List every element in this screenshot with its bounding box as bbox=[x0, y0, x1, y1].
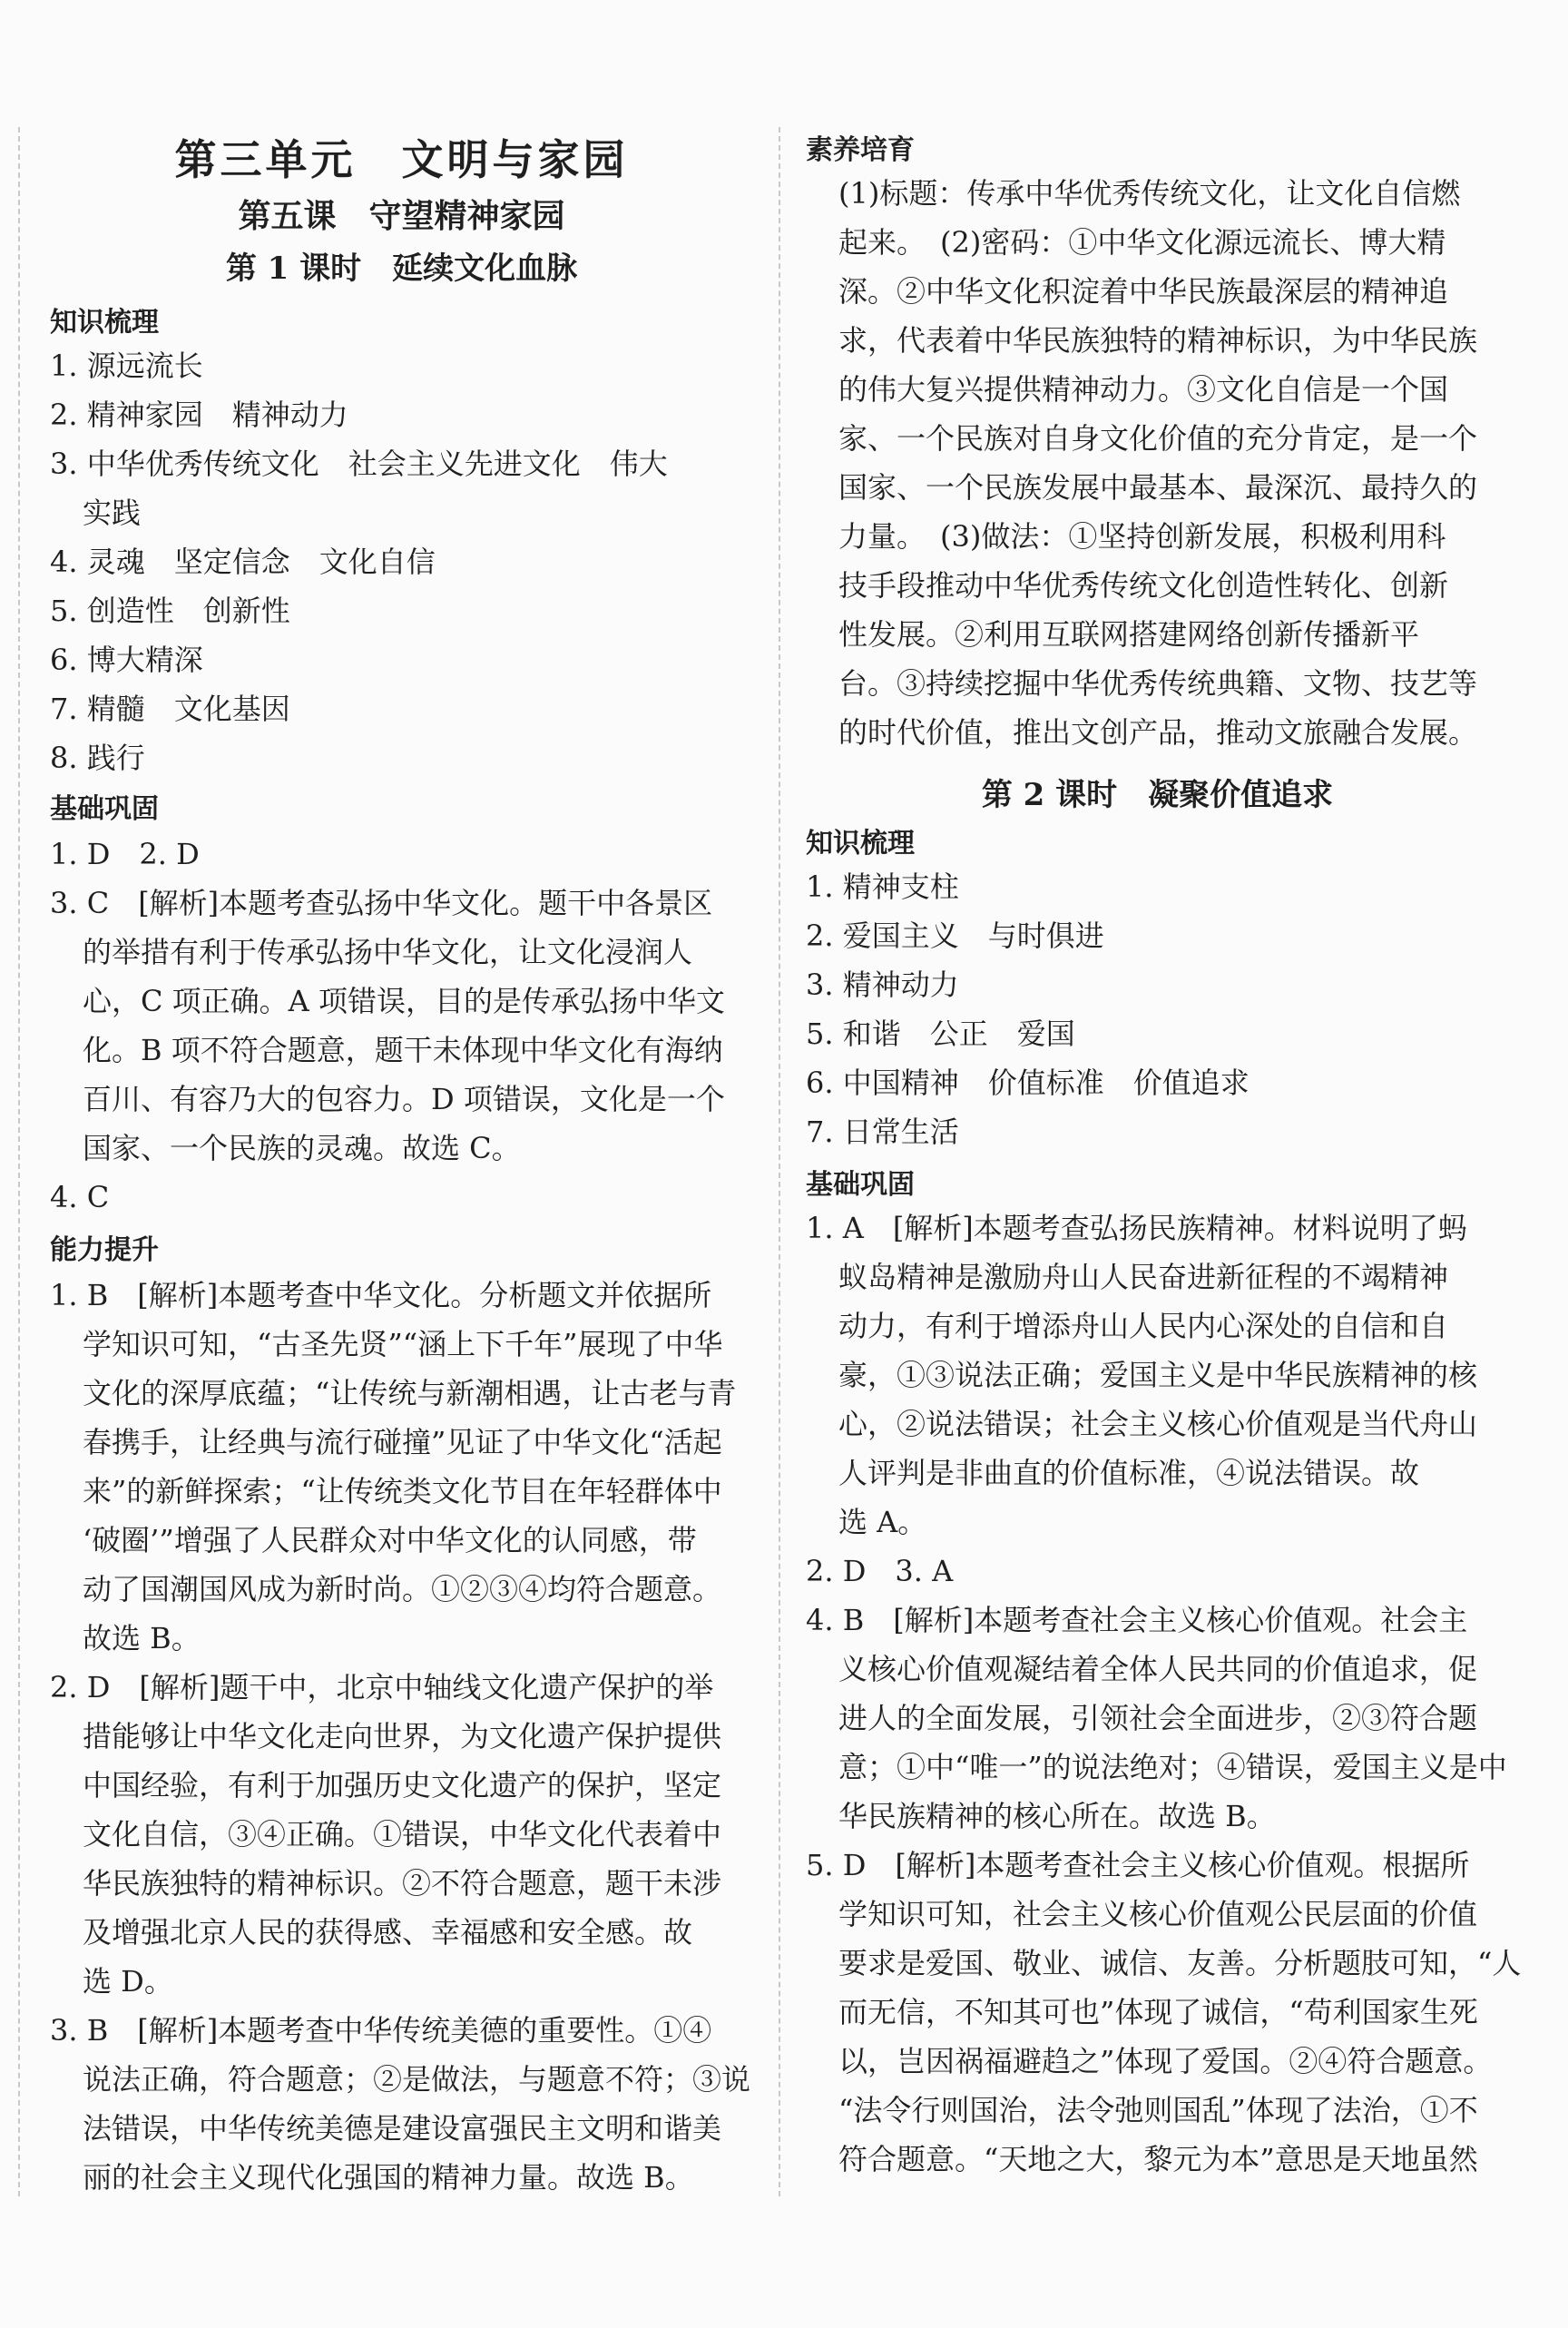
text-line: 心，C 项正确。A 项错误，目的是传承弘扬中华文 bbox=[83, 984, 725, 1018]
literacy-answer bbox=[806, 169, 1509, 757]
text-line: 及增强北京人民的获得感、幸福感和安全感。故 bbox=[83, 1915, 693, 1950]
text-line: 7. 精髓 文化基因 bbox=[50, 692, 290, 726]
heading-basic-2: 基础巩固 bbox=[806, 1169, 915, 1201]
text-line: 的举措有利于传承弘扬中华文化，让文化浸润人 bbox=[83, 935, 693, 969]
text-line: 3. 中华优秀传统文化 社会主义先进文化 伟大 bbox=[50, 447, 668, 481]
text-line: 意；①中“唯一”的说法绝对；④错误，爱国主义是中 bbox=[838, 1750, 1507, 1784]
ability-list bbox=[50, 1271, 753, 2202]
text-line: 学知识可知，社会主义核心价值观公民层面的价值 bbox=[838, 1897, 1478, 1931]
heading-knowledge: 知识梳理 bbox=[50, 307, 159, 339]
text-line: “法令行则国治，法令弛则国乱”体现了法治，①不 bbox=[838, 2093, 1478, 2127]
text-line: 进人的全面发展，引领社会全面进步，②③符合题 bbox=[838, 1701, 1478, 1735]
knowledge-list bbox=[50, 341, 753, 782]
text-line: 中国经验，有利于加强历史文化遗产的保护，坚定 bbox=[83, 1768, 722, 1802]
basic-list bbox=[50, 830, 753, 1222]
text-line: 1. B [解析]本题考查中华文化。分析题文并依据所 bbox=[50, 1278, 712, 1312]
text-line: 丽的社会主义现代化强国的精神力量。故选 B。 bbox=[83, 2160, 694, 2195]
knowledge-list-2 bbox=[806, 862, 1509, 1156]
text-line: 4. B [解析]本题考查社会主义核心价值观。社会主 bbox=[806, 1603, 1468, 1637]
text-line: 心，②说法错误；社会主义核心价值观是当代舟山 bbox=[838, 1407, 1478, 1441]
text-line: 力量。 (3)做法：①坚持创新发展，积极利用科 bbox=[838, 519, 1446, 554]
text-line: 华民族精神的核心所在。故选 B。 bbox=[838, 1799, 1276, 1833]
unit-title: 第三单元 文明与家园 bbox=[174, 135, 629, 184]
text-line: 文化自信，③④正确。①错误，中华文化代表着中 bbox=[83, 1817, 722, 1852]
text-line: 3. 精神动力 bbox=[806, 968, 959, 1002]
text-line: 4. C bbox=[50, 1180, 110, 1214]
text-line: (1)标题：传承中华优秀传统文化，让文化自信燃 bbox=[838, 176, 1461, 211]
text-line: 2. 爱国主义 与时俱进 bbox=[806, 918, 1104, 953]
text-line: 措能够让中华文化走向世界，为文化遗产保护提供 bbox=[83, 1719, 722, 1753]
basic-list-2 bbox=[806, 1203, 1522, 2184]
text-line: 而无信，不知其可也”体现了诚信，“苟利国家生死 bbox=[838, 1995, 1478, 2029]
text-line: 2. D [解析]题干中，北京中轴线文化遗产保护的举 bbox=[50, 1670, 714, 1704]
text-line: 5. 创造性 创新性 bbox=[50, 594, 290, 628]
text-line: 3. C [解析]本题考查弘扬中华文化。题干中各景区 bbox=[50, 886, 713, 920]
text-line: 6. 中国精神 价值标准 价值追求 bbox=[806, 1066, 1250, 1100]
text-line: 8. 践行 bbox=[50, 741, 145, 775]
text-line: 义核心价值观凝结着全体人民共同的价值追求，促 bbox=[838, 1652, 1478, 1686]
text-line: 家、一个民族对自身文化价值的充分肯定，是一个 bbox=[838, 421, 1478, 456]
text-line: 5. 和谐 公正 爱国 bbox=[806, 1017, 1075, 1051]
text-line: 选 A。 bbox=[838, 1505, 927, 1539]
text-line: 人评判是非曲直的价值标准，④说法错误。故 bbox=[838, 1456, 1420, 1490]
text-line: 文化的深厚底蕴；“让传统与新潮相遇，让古老与青 bbox=[83, 1376, 737, 1410]
text-line: 技手段推动中华优秀传统文化创造性转化、创新 bbox=[838, 568, 1449, 603]
text-line: 学知识可知，“古圣先贤”“涵上下千年”展现了中华 bbox=[83, 1327, 723, 1361]
text-line: 故选 B。 bbox=[83, 1621, 201, 1655]
text-line: 以，岂因祸福避趋之”体现了爱国。②④符合题意。 bbox=[838, 2044, 1493, 2078]
lesson-title: 第五课 守望精神家园 bbox=[238, 198, 565, 235]
text-line: 性发展。②利用互联网搭建网络创新传播新平 bbox=[838, 617, 1420, 652]
period-1-title: 第 1 课时 延续文化血脉 bbox=[225, 250, 578, 287]
text-line: 国家、一个民族发展中最基本、最深沉、最持久的 bbox=[838, 470, 1478, 505]
text-line: 6. 博大精深 bbox=[50, 643, 203, 677]
column-divider bbox=[779, 127, 780, 2196]
text-line: 起来。 (2)密码：①中华文化源远流长、博大精 bbox=[838, 225, 1446, 260]
text-line: 1. 源远流长 bbox=[50, 349, 203, 383]
text-line: 国家、一个民族的灵魂。故选 C。 bbox=[83, 1131, 521, 1165]
heading-knowledge-2: 知识梳理 bbox=[806, 828, 915, 859]
text-line: 说法正确，符合题意；②是做法，与题意不符；③说 bbox=[83, 2062, 751, 2097]
text-line: 的时代价值，推出文创产品，推动文旅融合发展。 bbox=[838, 715, 1478, 750]
text-line: 动力，有利于增添舟山人民内心深处的自信和自 bbox=[838, 1309, 1449, 1343]
text-line: 百川、有容乃大的包容力。D 项错误，文化是一个 bbox=[83, 1082, 725, 1116]
period-2-title: 第 2 课时 凝聚价值追求 bbox=[981, 777, 1334, 813]
text-line: 华民族独特的精神标识。②不符合题意，题干未涉 bbox=[83, 1866, 722, 1901]
text-line: 7. 日常生活 bbox=[806, 1115, 959, 1149]
text-line: 符合题意。“天地之大，黎元为本”意思是天地虽然 bbox=[838, 2142, 1478, 2176]
text-line: 4. 灵魂 坚定信念 文化自信 bbox=[50, 545, 436, 579]
text-line: 1. A [解析]本题考查弘扬民族精神。材料说明了蚂 bbox=[806, 1211, 1467, 1245]
text-line: 深。②中华文化积淀着中华民族最深层的精神追 bbox=[838, 274, 1449, 309]
text-line: 的伟大复兴提供精神动力。③文化自信是一个国 bbox=[838, 372, 1449, 407]
text-line: 台。③持续挖掘中华优秀传统典籍、文物、技艺等 bbox=[838, 666, 1478, 701]
heading-basic: 基础巩固 bbox=[50, 793, 159, 825]
text-line: 2. D 3. A bbox=[806, 1554, 954, 1588]
left-margin-rule bbox=[18, 127, 20, 2196]
text-line: 豪，①③说法正确；爱国主义是中华民族精神的核 bbox=[838, 1358, 1478, 1392]
text-line: 2. 精神家园 精神动力 bbox=[50, 398, 348, 432]
heading-ability: 能力提升 bbox=[50, 1234, 159, 1266]
text-line: 来”的新鲜探索；“让传统类文化节目在年轻群体中 bbox=[83, 1474, 722, 1508]
text-line: 1. D 2. D bbox=[50, 837, 200, 871]
text-line: ‘破圈’”增强了人民群众对中华文化的认同感，带 bbox=[83, 1523, 697, 1557]
heading-literacy: 素养培育 bbox=[806, 134, 915, 166]
text-line: 动了国潮国风成为新时尚。①②③④均符合题意。 bbox=[83, 1572, 722, 1606]
text-line: 选 D。 bbox=[83, 1964, 173, 1999]
text-line: 法错误，中华传统美德是建设富强民主文明和谐美 bbox=[83, 2111, 722, 2146]
text-line: 实践 bbox=[83, 496, 142, 530]
text-line: 求，代表着中华民族独特的精神标识，为中华民族 bbox=[838, 323, 1478, 358]
text-line: 化。B 项不符合题意，题干未体现中华文化有海纳 bbox=[83, 1033, 723, 1067]
text-line: 要求是爱国、敬业、诚信、友善。分析题肢可知，“人 bbox=[838, 1946, 1522, 1980]
text-line: 5. D [解析]本题考查社会主义核心价值观。根据所 bbox=[806, 1848, 1470, 1882]
text-line: 蚁岛精神是激励舟山人民奋进新征程的不竭精神 bbox=[838, 1260, 1449, 1294]
text-line: 1. 精神支柱 bbox=[806, 869, 959, 904]
text-line: 春携手，让经典与流行碰撞”见证了中华文化“活起 bbox=[83, 1425, 722, 1459]
text-line: 3. B [解析]本题考查中华传统美德的重要性。①④ bbox=[50, 2013, 712, 2048]
